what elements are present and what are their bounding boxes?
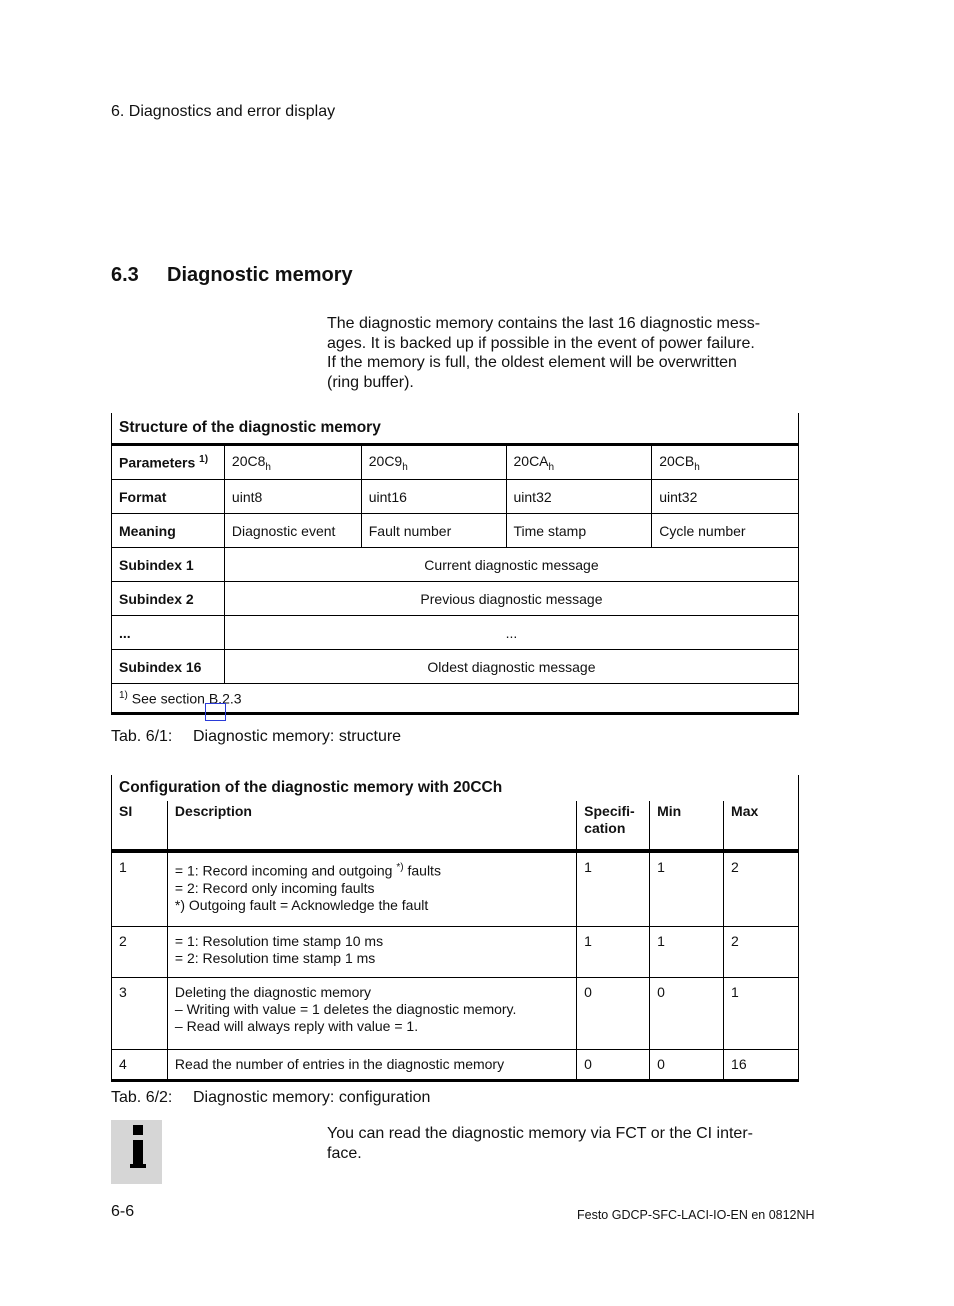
cell-min: 1 [650, 851, 724, 926]
row-header-format: Format [112, 480, 225, 514]
col-header-specification: Specifi- cation [577, 801, 650, 851]
cell-description: = 1: Resolution time stamp 10 ms = 2: Resolution time stamp 1 ms [167, 926, 576, 977]
cell-max: 2 [724, 851, 799, 926]
intro-line: If the memory is full, the oldest element will be overwritten [327, 354, 737, 371]
row-header-subindex: Subindex 16 [112, 650, 225, 684]
caption-text: Diagnostic memory: configuration [193, 1089, 431, 1106]
cell-description: Deleting the diagnostic memory – Writing with value = 1 deletes the diagnostic memory. – Read will always reply with value = 1. [167, 977, 576, 1049]
col-header-description: Description [167, 801, 576, 851]
cell-specification: 0 [577, 1049, 650, 1080]
cell-si: 4 [112, 1049, 168, 1080]
cell-specification: 0 [577, 977, 650, 1049]
cell-description: = 1: Record incoming and outgoing *) faults = 2: Record only incoming faults *) Outgoing fault = Acknowledge the fault [167, 851, 576, 926]
cell-min: 1 [650, 926, 724, 977]
col-header-max: Max [724, 801, 799, 851]
subindex-value: Current diagnostic message [224, 548, 798, 582]
format-cell: uint16 [361, 480, 506, 514]
table-caption [111, 728, 401, 746]
subindex-value: Previous diagnostic message [224, 582, 798, 616]
page-number: 6-6 [111, 1203, 135, 1220]
info-note [327, 1124, 797, 1164]
format-cell: uint8 [224, 480, 361, 514]
row-header-subindex: ... [112, 616, 225, 650]
table-caption [111, 1089, 430, 1107]
row-header-subindex: Subindex 2 [112, 582, 225, 616]
info-icon [111, 1120, 162, 1184]
caption-label: Tab. 6/1: [111, 728, 173, 745]
cell-specification: 1 [577, 926, 650, 977]
section-link[interactable] [205, 703, 226, 721]
intro-paragraph [327, 314, 797, 392]
intro-line: The diagnostic memory contains the last 16 diagnostic mess- [327, 315, 761, 332]
cell-si: 3 [112, 977, 168, 1049]
note-line: You can read the diagnostic memory via FCT or the CI inter- [327, 1125, 753, 1142]
cell-max: 2 [724, 926, 799, 977]
diagnostic-memory-configuration-table [111, 775, 799, 1082]
section-title: Diagnostic memory [167, 264, 353, 286]
cell-si: 2 [112, 926, 168, 977]
chapter-header: 6. Diagnostics and error display [111, 103, 336, 120]
footnote-mark: 1) [119, 689, 128, 701]
meaning-cell: Time stamp [506, 514, 652, 548]
section-heading [111, 264, 353, 287]
footnote-text: See section B.2.3 [131, 690, 242, 707]
caption-text: Diagnostic memory: structure [193, 728, 402, 745]
format-cell: uint32 [506, 480, 652, 514]
param-cell: $20C8_h$ [224, 445, 361, 480]
subindex-value: Oldest diagnostic message [224, 650, 798, 684]
section-number: 6.3 [111, 264, 139, 286]
col-header-si: SI [112, 801, 168, 851]
cell-specification: 1 [577, 851, 650, 926]
row-header-parameters: Parameters $^{1)}$ [112, 445, 225, 480]
param-cell: $20C9_h$ [361, 445, 506, 480]
table-title: Configuration of the diagnostic memory with 20CCh [112, 775, 799, 801]
cell-min: 0 [650, 977, 724, 1049]
row-header-meaning: Meaning [112, 514, 225, 548]
intro-line: ages. It is backed up if possible in the event of power failure. [327, 334, 755, 352]
intro-line: (ring buffer). [327, 373, 414, 391]
cell-si: 1 [112, 851, 168, 926]
cell-max: 1 [724, 977, 799, 1049]
meaning-cell: Diagnostic event [224, 514, 361, 548]
caption-label: Tab. 6/2: [111, 1089, 173, 1106]
format-cell: uint32 [652, 480, 799, 514]
col-header-min: Min [650, 801, 724, 851]
meaning-cell: Cycle number [652, 514, 799, 548]
cell-description: Read the number of entries in the diagnostic memory [167, 1049, 576, 1080]
note-line: face. [327, 1145, 362, 1162]
param-cell: $20CA_h$ [506, 445, 652, 480]
param-cell: $20CB_h$ [652, 445, 799, 480]
diagnostic-memory-structure-table [111, 413, 799, 715]
cell-max: 16 [724, 1049, 799, 1080]
table-title: Structure of the diagnostic memory [112, 413, 799, 445]
cell-min: 0 [650, 1049, 724, 1080]
document-footer: Festo GDCP-SFC-LACI-IO-EN en 0812NH [577, 1208, 815, 1222]
subindex-value: ... [224, 616, 798, 650]
footnote-ref: 1) [199, 454, 209, 466]
row-header-subindex: Subindex 1 [112, 548, 225, 582]
meaning-cell: Fault number [361, 514, 506, 548]
